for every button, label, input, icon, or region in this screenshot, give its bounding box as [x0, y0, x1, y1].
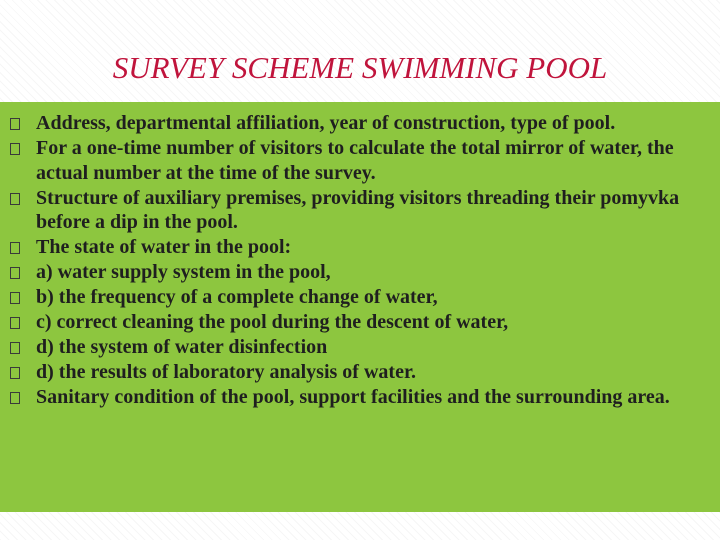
hollow-square-icon	[10, 267, 20, 279]
content-panel	[0, 102, 720, 512]
hollow-square-icon	[10, 143, 20, 155]
bullet-item	[0, 360, 720, 385]
bullet-text: c) correct cleaning the pool during the descent of water,	[36, 311, 509, 333]
hollow-square-icon	[10, 392, 20, 404]
bullet-text: Structure of auxiliary premises, providing visitors threading their pomyvka before a dip in the pool.	[36, 186, 680, 233]
bullet-item	[0, 186, 720, 235]
bullet-item	[0, 260, 720, 285]
bullet-text: Sanitary condition of the pool, support facilities and the surrounding area.	[36, 386, 670, 408]
hollow-square-icon	[10, 242, 20, 254]
bullet-text: d) the system of water disinfection	[36, 336, 328, 358]
bullet-text: b) the frequency of a complete change of water,	[36, 286, 438, 308]
hollow-square-icon	[10, 292, 20, 304]
bullet-item	[0, 335, 720, 360]
hollow-square-icon	[10, 342, 20, 354]
bullet-text: The state of water in the pool:	[36, 236, 292, 258]
bullet-text: d) the results of laboratory analysis of water.	[36, 361, 416, 383]
hollow-square-icon	[10, 367, 20, 379]
hollow-square-icon	[10, 317, 20, 329]
bullet-text: For a one-time number of visitors to calculate the total mirror of water, the actual number at the time of the survey.	[36, 137, 674, 184]
bullet-item	[0, 285, 720, 310]
bullet-text: a) water supply system in the pool,	[36, 261, 331, 283]
bullet-item	[0, 385, 720, 410]
slide-title: SURVEY SCHEME SWIMMING POOL	[112, 50, 608, 85]
bullet-item	[0, 136, 720, 185]
bullet-list	[0, 111, 720, 410]
hollow-square-icon	[10, 118, 20, 130]
bullet-item	[0, 111, 720, 136]
bullet-text: Address, departmental affiliation, year of construction, type of pool.	[36, 112, 616, 134]
bullet-item	[0, 235, 720, 260]
bullet-item	[0, 310, 720, 335]
hollow-square-icon	[10, 193, 20, 205]
